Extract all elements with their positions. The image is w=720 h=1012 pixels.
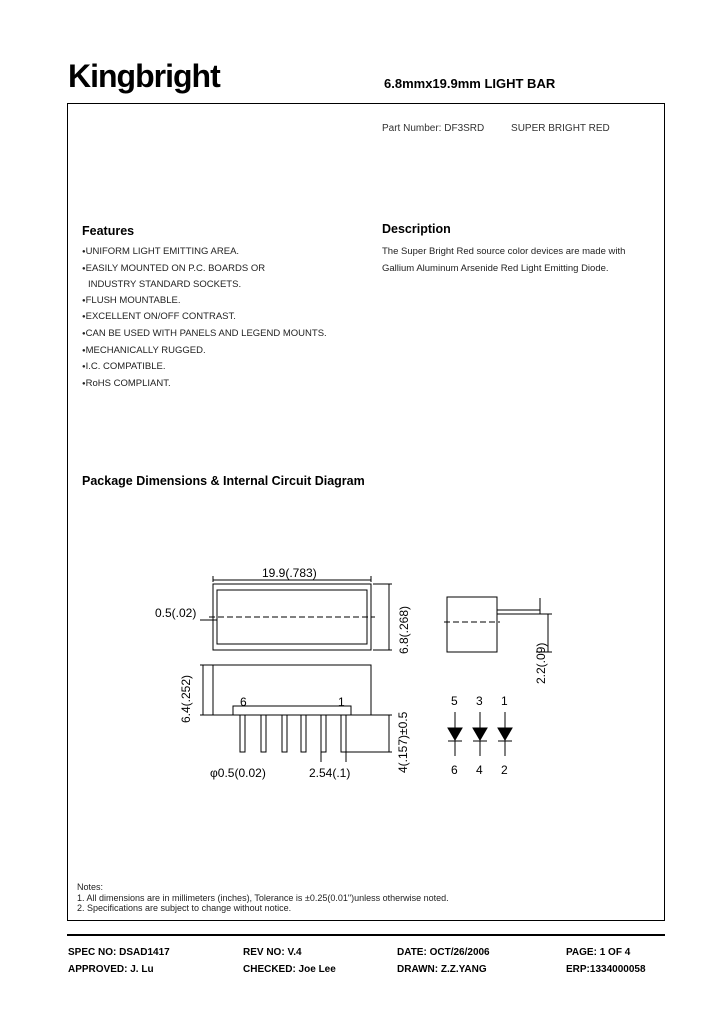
pins xyxy=(240,715,346,752)
spec-number: SPEC NO: DSAD1417 xyxy=(68,947,170,958)
list-item: ●I.C. COMPATIBLE. xyxy=(82,361,166,373)
bullet-icon: ● xyxy=(82,380,86,387)
description-line: The Super Bright Red source color devices are made with xyxy=(382,246,626,257)
description-line: Gallium Aluminum Arsenide Red Light Emitting Diode. xyxy=(382,263,609,274)
note-line: 2. Specifications are subject to change without notice. xyxy=(77,903,292,913)
part-number: Part Number: DF3SRD xyxy=(382,123,485,134)
list-item: ●FLUSH MOUNTABLE. xyxy=(82,294,181,306)
circuit-label: 6 xyxy=(451,763,458,777)
circuit-label: 1 xyxy=(501,694,508,708)
erp-number: ERP:1334000058 xyxy=(566,964,646,975)
notes-heading: Notes: xyxy=(77,882,104,892)
package-heading: Package Dimensions & Internal Circuit Diagram xyxy=(82,474,365,488)
note-line: 1. All dimensions are in millimeters (inches), Tolerance is ±0.25(0.01")unless otherwise noted. xyxy=(77,892,449,903)
document-title: 6.8mmx19.9mm LIGHT BAR xyxy=(384,76,556,91)
color-label: SUPER BRIGHT RED xyxy=(511,123,610,134)
circuit-diagram xyxy=(448,712,512,756)
description-heading: Description xyxy=(382,222,451,236)
circuit-label: 3 xyxy=(476,694,483,708)
circuit-label: 4 xyxy=(476,763,483,777)
bullet-icon: ● xyxy=(82,364,86,371)
list-item: ●MECHANICALLY RUGGED. xyxy=(82,344,206,356)
pin-label-left: 6 xyxy=(240,695,247,709)
features-heading: Features xyxy=(82,224,135,238)
dim-pitch: 2.54(.1) xyxy=(309,766,351,780)
circuit-label: 2 xyxy=(501,763,508,777)
list-item: ●EXCELLENT ON/OFF CONTRAST. xyxy=(82,311,236,323)
drawn-by: DRAWN: Z.Z.YANG xyxy=(397,964,487,975)
pin-label-right: 1 xyxy=(338,695,345,709)
dim-length: 19.9(.783) xyxy=(262,566,317,580)
list-item: ●CAN BE USED WITH PANELS AND LEGEND MOUNTS. xyxy=(82,327,327,339)
dim-height: 6.8(.268) xyxy=(397,605,411,654)
dim-body: 6.4(.252) xyxy=(179,674,193,723)
date-field: DATE: OCT/26/2006 xyxy=(397,947,490,958)
front-view-body xyxy=(213,665,371,715)
side-view-body xyxy=(447,597,497,652)
dim-wall: 0.5(.02) xyxy=(155,606,197,620)
list-item: ●EASILY MOUNTED ON P.C. BOARDS OR xyxy=(82,262,266,274)
bullet-icon: ● xyxy=(82,249,86,255)
revision-number: REV NO: V.4 xyxy=(243,947,302,958)
company-logo: Kingbright xyxy=(68,58,220,94)
bullet-icon: ● xyxy=(82,314,86,321)
footer-divider xyxy=(67,934,665,936)
bullet-icon: ● xyxy=(82,265,86,272)
notes-section xyxy=(77,882,449,914)
list-item: ●RoHS COMPLIANT. xyxy=(82,377,171,389)
bullet-icon: ● xyxy=(82,347,86,354)
circuit-label: 5 xyxy=(451,694,458,708)
approved-by: APPROVED: J. Lu xyxy=(68,964,154,975)
dim-side: 2.2(.09) xyxy=(534,642,548,684)
checked-by: CHECKED: Joe Lee xyxy=(243,964,336,975)
dim-pin-diameter: φ0.5(0.02) xyxy=(210,766,266,780)
dim-pin-length: 4(.157)±0.5 xyxy=(396,711,410,773)
list-item: INDUSTRY STANDARD SOCKETS. xyxy=(88,279,242,291)
list-item: ●UNIFORM LIGHT EMITTING AREA. xyxy=(82,246,240,257)
bullet-icon: ● xyxy=(82,330,86,337)
page-number: PAGE: 1 OF 4 xyxy=(566,947,631,958)
bullet-icon: ● xyxy=(82,297,86,304)
